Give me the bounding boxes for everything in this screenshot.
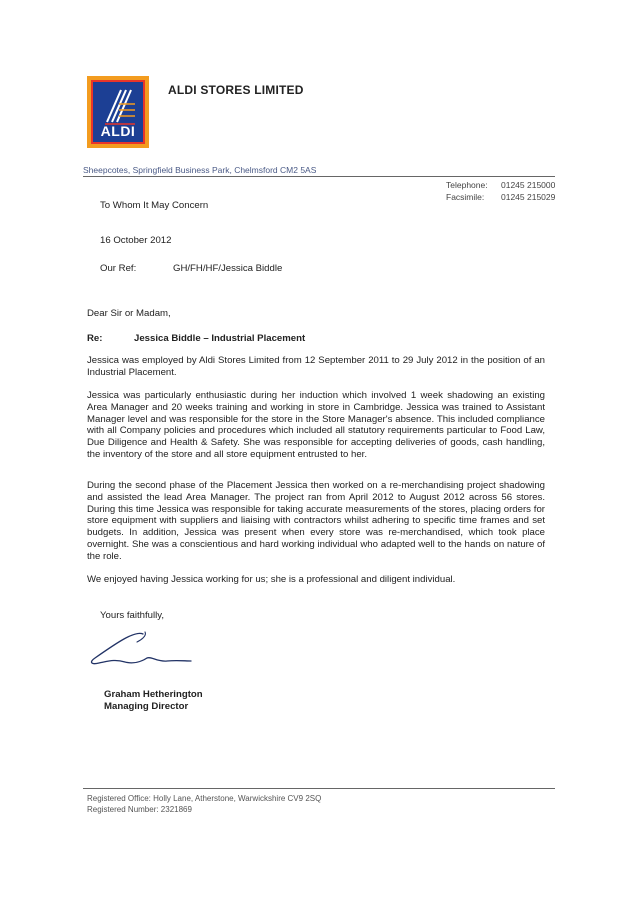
salutation: Dear Sir or Madam, (87, 308, 171, 319)
re-subject: Jessica Biddle – Industrial Placement (134, 333, 306, 344)
re-label: Re: (87, 333, 103, 344)
registered-number: Registered Number: 2321869 (87, 804, 192, 814)
telephone-number: 01245 215000 (501, 180, 556, 190)
logo-stripes-icon (93, 84, 147, 128)
company-name: ALDI STORES LIMITED (168, 83, 304, 97)
facsimile-number: 01245 215029 (501, 191, 556, 202)
handwritten-signature (85, 628, 205, 673)
recipient: To Whom It May Concern (100, 200, 209, 211)
body-paragraph: Jessica was particularly enthusiastic during her induction which involved 1 week shadowing an existing Area Manager and 20 weeks training and working in store in Cambridge. Jessica was trained to Assistant Manager level and was responsible for the store in the Store Manager's absence. This included compliance with all Company policies and procedures which included all statutory requirements particular to Food Law, Due Diligence and Health & Safety. She was responsible for accepting deliveries of goods, cash handling, the inventory of the store and all store equipment entrusted to her. (87, 390, 545, 460)
footer-divider (83, 788, 555, 789)
closing: Yours faithfully, (100, 610, 164, 621)
aldi-logo (87, 76, 149, 148)
company-address: Sheepcotes, Springfield Business Park, Chelmsford CM2 5AS (83, 165, 317, 175)
our-ref-label: Our Ref: (100, 263, 137, 274)
logo-wordmark: ALDI (100, 123, 136, 139)
signatory-name: Graham Hetherington (104, 689, 203, 700)
body-paragraph: We enjoyed having Jessica working for us; she is a professional and diligent individual. (87, 574, 456, 585)
body-paragraph: During the second phase of the Placement Jessica then worked on a re-merchandising project shadowing and assisted the lead Area Manager. The project ran from April 2012 to August 2012 across 56 stores. During this time Jessica was responsible for taking accurate measurements of the stores, placing orders for store equipment with suppliers and liaising with contractors whilst adhering to specific time frames and set budgets. In addition, Jessica was present when every store was re-merchandised, which took place overnight. She was a conscientious and hard working individual who adapted well to the hands on nature of the role. (87, 480, 545, 562)
header-divider (83, 176, 555, 177)
body-paragraph: Jessica was employed by Aldi Stores Limited from 12 September 2011 to 29 July 2012 in the position of an Industrial Placement. (87, 355, 545, 378)
contact-block (446, 180, 555, 203)
facsimile-label: Facsimile: (446, 191, 485, 202)
signatory-title: Managing Director (104, 701, 189, 712)
footer-block (87, 794, 321, 815)
our-ref-value: GH/FH/HF/Jessica Biddle (173, 263, 283, 274)
registered-office: Registered Office: Holly Lane, Atherstone, Warwickshire CV9 2SQ (87, 794, 322, 803)
telephone-label: Telephone: (446, 180, 488, 190)
letter-date: 16 October 2012 (100, 235, 172, 246)
